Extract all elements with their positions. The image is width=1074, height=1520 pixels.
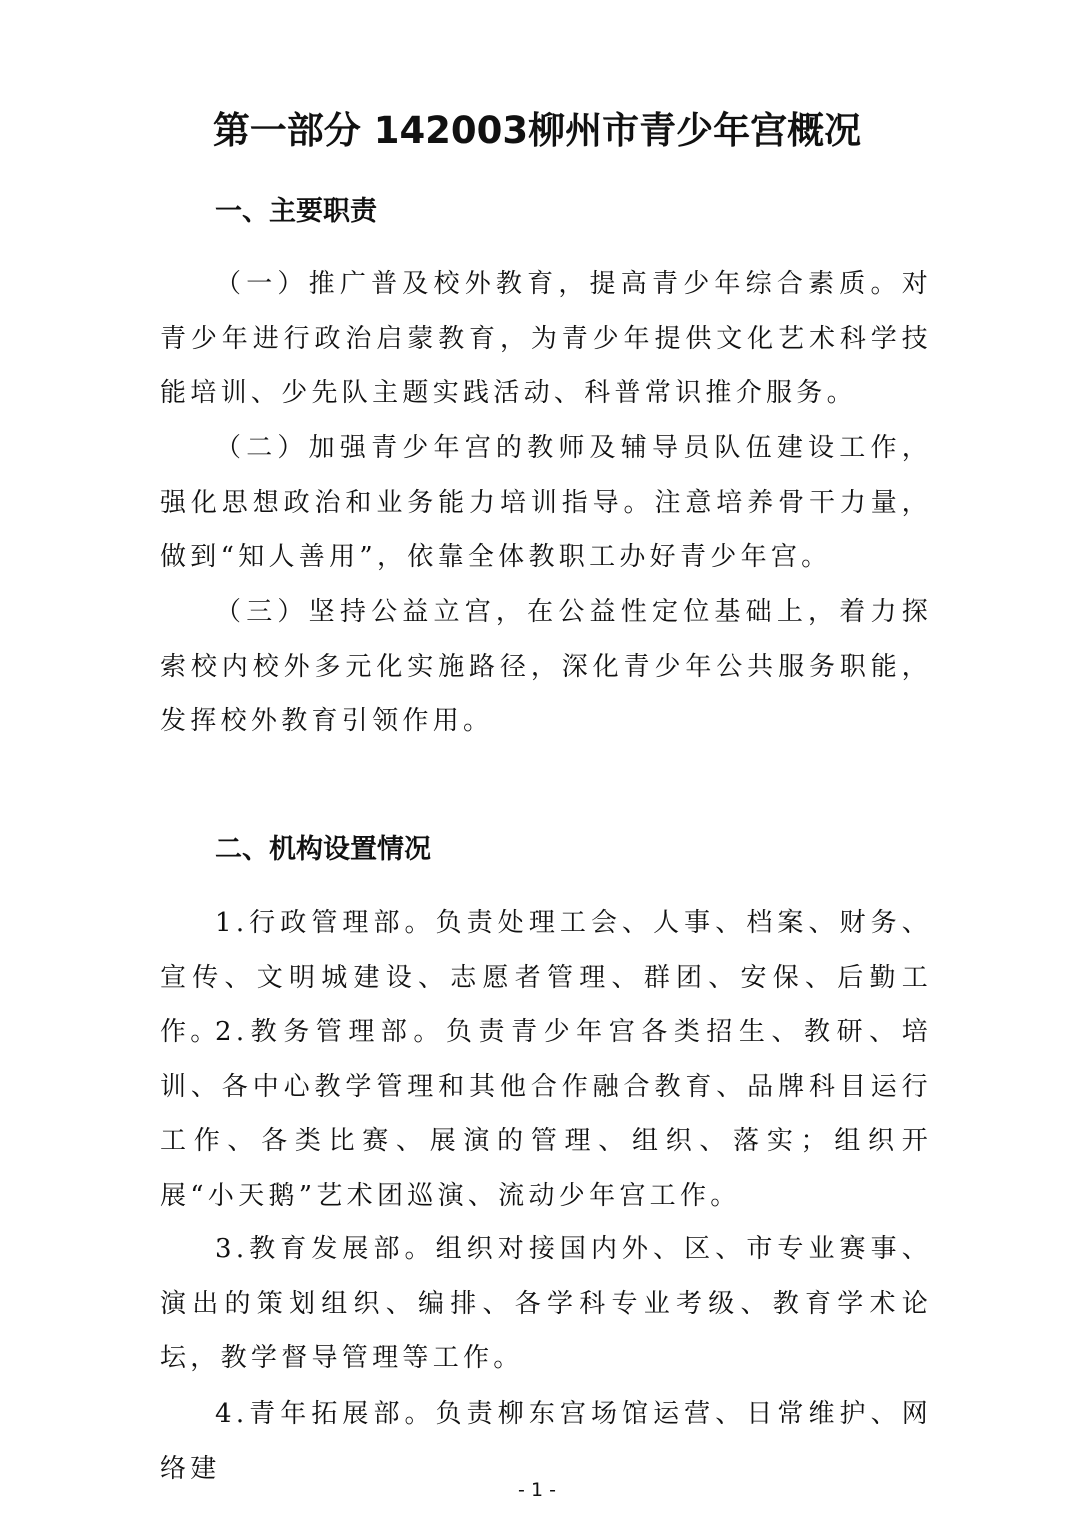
section-heading-organization: 二、机构设置情况 — [215, 834, 431, 865]
department-paragraph-4: 4.青年拓展部。负责柳东宫场馆运营、日常维护、网络建 — [160, 1399, 932, 1484]
page-number: - 1 - — [518, 1479, 556, 1501]
section-heading-main-duties: 一、主要职责 — [215, 196, 377, 227]
department-paragraph-2: 2.教务管理部。负责青少年宫各类招生、教研、培训、各中心教学管理和其他合作融合教育、品牌科目运行工作、各类比赛、展演的管理、组织、落实；组织开展“小天鹅”艺术团巡演、流动少年宫工作。 — [160, 1017, 932, 1211]
duty-paragraph-2: （二）加强青少年宫的教师及辅导员队伍建设工作，强化思想政治和业务能力培训指导。注意培养骨干力量，做到“知人善用”，依靠全体教职工办好青少年宫。 — [160, 433, 932, 572]
duty-paragraph-3: （三）坚持公益立宫，在公益性定位基础上，着力探索校内校外多元化实施路径，深化青少年公共服务职能，发挥校外教育引领作用。 — [160, 597, 932, 736]
department-paragraph-1: 1.行政管理部。负责处理工会、人事、档案、财务、宣传、文明城建设、志愿者管理、群团、安保、后勤工作。 — [160, 908, 932, 1047]
duty-paragraph-1: （一）推广普及校外教育，提高青少年综合素质。对青少年进行政治启蒙教育，为青少年提供文化艺术科学技能培训、少先队主题实践活动、科普常识推介服务。 — [160, 269, 932, 408]
department-paragraph-3: 3.教育发展部。组织对接国内外、区、市专业赛事、演出的策划组织、编排、各学科专业考级、教育学术论坛，教学督导管理等工作。 — [160, 1234, 932, 1373]
document-title: 第一部分 142003柳州市青少年宫概况 — [212, 109, 862, 152]
